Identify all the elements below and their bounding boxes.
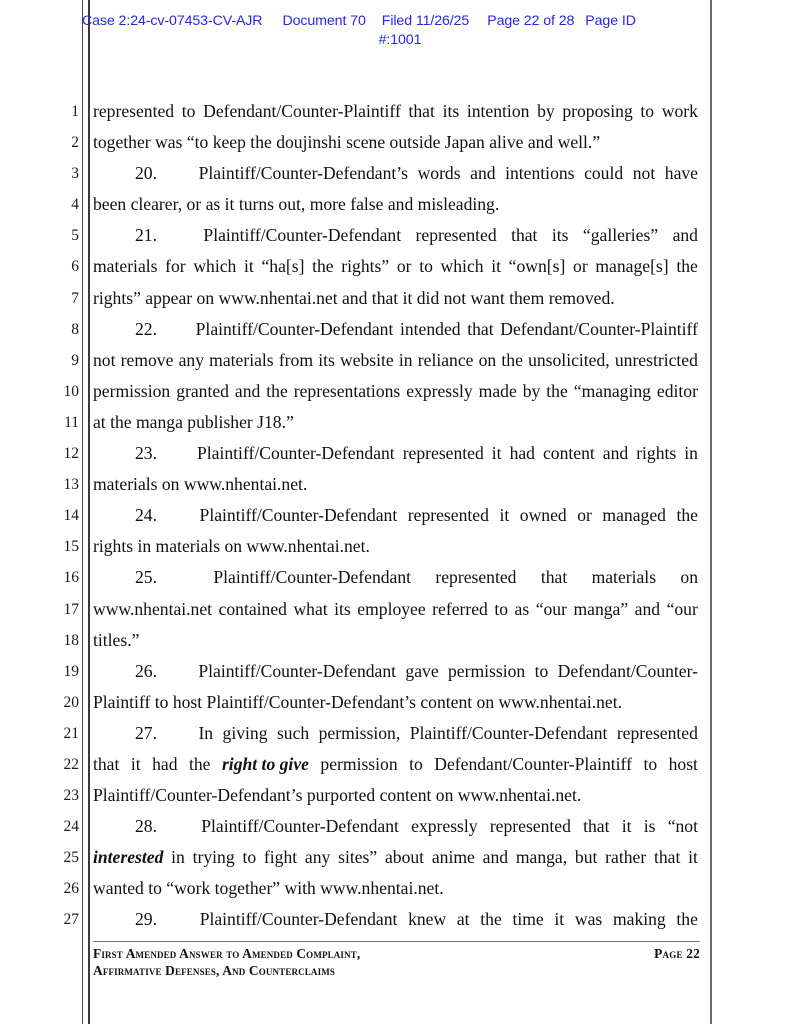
text-line: interested in trying to fight any sites” about anime and manga, but rather that it bbox=[93, 847, 698, 868]
paragraph-number: 20. bbox=[135, 163, 157, 184]
paragraph-number: 28. bbox=[135, 816, 157, 837]
text-line: 23. Plaintiff/Counter-Defendant represented it had content and rights in bbox=[93, 438, 698, 469]
line-number: 4 bbox=[71, 196, 79, 214]
line-number: 23 bbox=[63, 787, 79, 805]
line-number: 27 bbox=[63, 911, 79, 929]
text-line: represented to Defendant/Counter-Plaintiff that its intention by proposing to work bbox=[93, 101, 698, 121]
text-line: materials on www.nhentai.net. bbox=[93, 474, 308, 495]
line-number-gutter bbox=[0, 96, 79, 936]
line-number: 6 bbox=[71, 258, 79, 276]
text-line: titles.” bbox=[93, 629, 140, 650]
document-body bbox=[93, 96, 698, 936]
text-line: not remove any materials from its website in reliance on the unsolicited, unrestricted bbox=[93, 349, 698, 370]
footer-page-number: Page 22 bbox=[654, 946, 700, 961]
ecf-document-number: Document 70 bbox=[282, 13, 366, 29]
text-line: been clearer, or as it turns out, more false and misleading. bbox=[93, 194, 500, 215]
paragraph-number: 25. bbox=[135, 567, 157, 588]
text-line: at the manga publisher J18.” bbox=[93, 411, 294, 432]
line-number: 13 bbox=[63, 476, 79, 494]
line-number: 16 bbox=[63, 569, 79, 587]
document-footer bbox=[93, 946, 700, 979]
text-line: Plaintiff/Counter-Defendant’s purported content on www.nhentai.net. bbox=[93, 785, 582, 806]
line-number: 8 bbox=[71, 320, 79, 338]
line-number: 25 bbox=[63, 849, 79, 867]
line-number: 1 bbox=[71, 103, 79, 120]
text-line: rights” appear on www.nhentai.net and that it did not want them removed. bbox=[93, 287, 615, 308]
line-number: 3 bbox=[71, 165, 79, 183]
line-number: 2 bbox=[71, 134, 79, 152]
text-line: Plaintiff to host Plaintiff/Counter-Defendant’s content on www.nhentai.net. bbox=[93, 691, 622, 712]
line-number: 14 bbox=[63, 507, 79, 525]
ecf-header-line-1 bbox=[82, 12, 710, 31]
line-number: 26 bbox=[63, 880, 79, 898]
line-number: 9 bbox=[71, 351, 79, 369]
ecf-case-number: Case 2:24-cv-07453-CV-AJR bbox=[82, 13, 263, 29]
paragraph-number: 23. bbox=[135, 443, 157, 464]
line-number: 11 bbox=[64, 413, 79, 431]
footer-title-line-2: Affirmative Defenses, And Counterclaims bbox=[93, 962, 336, 978]
paragraph-number: 22. bbox=[135, 318, 157, 339]
footer-title bbox=[93, 946, 360, 979]
ecf-page-of: Page 22 of 28 bbox=[487, 13, 575, 29]
line-number: 20 bbox=[63, 693, 79, 711]
line-number: 18 bbox=[63, 631, 79, 649]
text-line: 21. Plaintiff/Counter-Defendant represented that its “galleries” and bbox=[93, 220, 698, 251]
text-line: 24. Plaintiff/Counter-Defendant represented it owned or managed the bbox=[93, 500, 698, 531]
line-number: 19 bbox=[63, 662, 79, 680]
text-line: 27. In giving such permission, Plaintiff/Counter-Defendant represented bbox=[93, 718, 698, 749]
text-line: wanted to “work together” with www.nhentai.net. bbox=[93, 878, 444, 899]
ecf-header-stamp bbox=[84, 12, 710, 50]
ecf-page-id-label: Page ID bbox=[585, 13, 636, 29]
line-number: 10 bbox=[63, 382, 79, 400]
pleading-rule-right bbox=[710, 0, 712, 1024]
line-number: 21 bbox=[63, 724, 79, 742]
text-line: permission granted and the representations expressly made by the “managing editor bbox=[93, 380, 698, 401]
text-line: that it had the right to give permission to Defendant/Counter-Plaintiff to host bbox=[93, 753, 698, 774]
paragraph-number: 21. bbox=[135, 225, 157, 246]
line-number: 17 bbox=[63, 600, 79, 618]
pleading-rule-outer bbox=[82, 0, 83, 1024]
ecf-filed-date: Filed 11/26/25 bbox=[381, 13, 470, 29]
paragraph-number: 24. bbox=[135, 505, 157, 526]
paragraph-number: 26. bbox=[135, 660, 157, 681]
text-line: www.nhentai.net contained what its employee referred to as “our manga” and “our bbox=[93, 598, 698, 619]
ecf-page-id-value: #:1001 bbox=[378, 32, 422, 48]
line-number: 5 bbox=[71, 227, 79, 245]
text-line: materials for which it “ha[s] the rights” or to which it “own[s] or manage[s] the bbox=[93, 256, 698, 277]
line-number: 15 bbox=[63, 538, 79, 556]
footer-divider bbox=[93, 941, 700, 942]
footer-title-line-1: First Amended Answer to Amended Complaint, bbox=[93, 946, 361, 961]
line-number: 22 bbox=[63, 755, 79, 773]
paragraph-number: 29. bbox=[135, 909, 157, 930]
text-line: together was “to keep the doujinshi scene outside Japan alive and well.” bbox=[93, 132, 601, 153]
line-number: 24 bbox=[63, 818, 79, 836]
text-line: 28. Plaintiff/Counter-Defendant expressly represented that it is “not bbox=[93, 811, 698, 842]
pleading-rule-inner bbox=[88, 0, 90, 1024]
paragraph-number: 27. bbox=[135, 722, 157, 743]
text-line: rights in materials on www.nhentai.net. bbox=[93, 536, 370, 557]
text-line: 26. Plaintiff/Counter-Defendant gave permission to Defendant/Counter- bbox=[93, 656, 698, 687]
text-line: 29. Plaintiff/Counter-Defendant knew at the time it was making the bbox=[93, 904, 698, 935]
text-line: 25. Plaintiff/Counter-Defendant represented that materials on bbox=[93, 562, 698, 593]
line-number: 7 bbox=[71, 289, 79, 307]
text-line: 22. Plaintiff/Counter-Defendant intended that Defendant/Counter-Plaintiff bbox=[93, 314, 698, 345]
line-number: 12 bbox=[63, 445, 79, 463]
text-line: 20. Plaintiff/Counter-Defendant’s words and intentions could not have bbox=[93, 158, 698, 189]
